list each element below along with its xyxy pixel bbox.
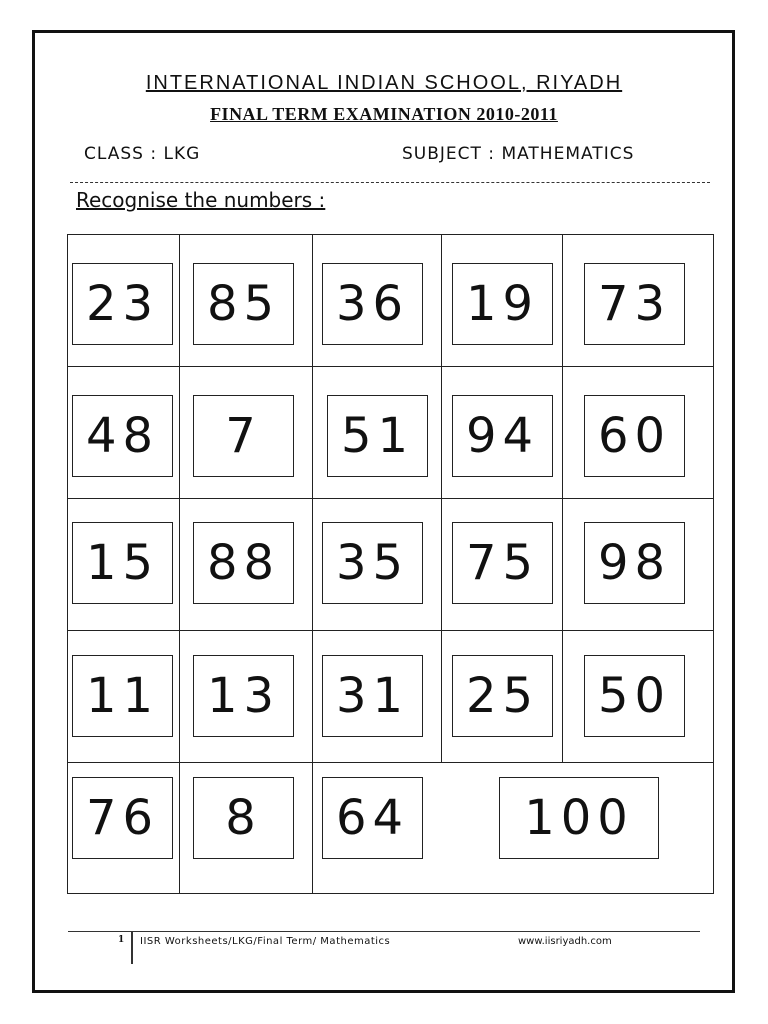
footer-divider	[131, 932, 133, 964]
number-box: 64	[322, 777, 423, 859]
dashed-divider	[70, 182, 710, 183]
number-box: 94	[452, 395, 553, 477]
number-box: 8	[193, 777, 294, 859]
number-box: 19	[452, 263, 553, 345]
class-label: CLASS : LKG	[84, 144, 201, 164]
number-box: 100	[499, 777, 659, 859]
page-number: 1	[118, 935, 125, 945]
number-box: 48	[72, 395, 173, 477]
grid-row-divider	[67, 366, 714, 367]
number-box: 36	[322, 263, 423, 345]
number-box: 85	[193, 263, 294, 345]
grid-row-divider	[67, 630, 714, 631]
grid-column-divider	[179, 234, 180, 894]
grid-column-divider	[312, 234, 313, 894]
school-name: INTERNATIONAL INDIAN SCHOOL, RIYADH	[145, 72, 623, 94]
number-box: 23	[72, 263, 173, 345]
number-box: 13	[193, 655, 294, 737]
number-box: 51	[327, 395, 428, 477]
number-box: 75	[452, 522, 553, 604]
number-box: 15	[72, 522, 173, 604]
footer-url: www.iisriyadh.com	[518, 936, 612, 947]
number-box: 50	[584, 655, 685, 737]
grid-row-divider	[67, 762, 714, 763]
number-box: 31	[322, 655, 423, 737]
number-box: 98	[584, 522, 685, 604]
number-box: 88	[193, 522, 294, 604]
exam-title: FINAL TERM EXAMINATION 2010-2011	[210, 104, 558, 124]
footer-rule	[68, 931, 700, 932]
subject-label: SUBJECT : MATHEMATICS	[402, 144, 635, 164]
number-box: 11	[72, 655, 173, 737]
number-box: 25	[452, 655, 553, 737]
number-box: 60	[584, 395, 685, 477]
number-box: 73	[584, 263, 685, 345]
number-box: 35	[322, 522, 423, 604]
number-box: 76	[72, 777, 173, 859]
footer-path: IISR Worksheets/LKG/Final Term/ Mathematics	[140, 936, 391, 947]
grid-row-divider	[67, 498, 714, 499]
instruction-text: Recognise the numbers :	[76, 188, 326, 212]
number-box: 7	[193, 395, 294, 477]
